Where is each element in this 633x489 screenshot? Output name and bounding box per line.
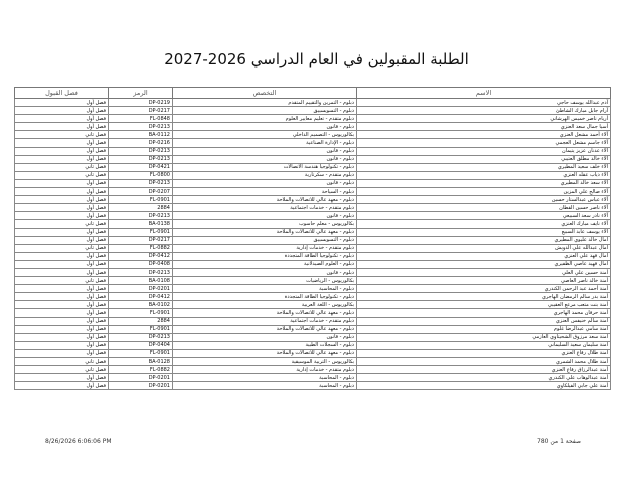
cell-name: أمنة سامي عبدالرضا غلوم: [357, 325, 611, 333]
cell-code: FL-0848: [109, 115, 173, 123]
cell-term: فصل أول: [15, 236, 109, 244]
table-row: [15, 317, 611, 325]
table-row: [15, 107, 611, 115]
cell-code: 2884: [109, 317, 173, 325]
cell-code: DP-0217: [109, 236, 173, 244]
table-row: [15, 236, 611, 244]
cell-term: فصل ثاني: [15, 171, 109, 179]
table-row: [15, 333, 611, 341]
table-header-row: [15, 88, 611, 99]
cell-name: آلاء نايف مبارك العنزي: [357, 220, 611, 228]
cell-major: بكالوريوس - اللغة العربية: [173, 301, 357, 309]
cell-major: بكالوريوس - التصميم الداخلي: [173, 131, 357, 139]
cell-major: دبلوم - قانون: [173, 333, 357, 341]
cell-term: فصل أول: [15, 382, 109, 390]
table-row: [15, 196, 611, 204]
cell-code: FL-0882: [109, 244, 173, 252]
cell-term: فصل أول: [15, 155, 109, 163]
cell-term: فصل ثاني: [15, 358, 109, 366]
cell-name: أمنة حرفان محمد الهاجري: [357, 309, 611, 317]
cell-term: فصل أول: [15, 301, 109, 309]
cell-term: فصل أول: [15, 252, 109, 260]
cell-code: DP-0213: [109, 123, 173, 131]
cell-major: دبلوم - السياحة: [173, 188, 357, 196]
cell-name: أمنة عبدالوهاب علي الكندري: [357, 374, 611, 382]
table-row: [15, 252, 611, 260]
cell-code: DP-0213: [109, 155, 173, 163]
cell-name: آمال خالد عليوي المطيري: [357, 236, 611, 244]
cell-name: أريام ناصر خميس الهرشاني: [357, 115, 611, 123]
table-row: [15, 123, 611, 131]
cell-code: BA-0102: [109, 301, 173, 309]
cell-major: دبلوم متقدم - خدمات اجتماعية: [173, 204, 357, 212]
cell-major: دبلوم - السجلات الطبية: [173, 341, 357, 349]
cell-major: بكالوريوس - الرياضيات: [173, 277, 357, 285]
footer-datetime: 8/26/2026 6:06:06 PM: [45, 438, 112, 445]
cell-major: دبلوم - تكنولوجيا هندسة الاتصالات: [173, 163, 357, 171]
cell-major: دبلوم متقدم - خدمات إدارية: [173, 366, 357, 374]
cell-code: DP-0404: [109, 341, 173, 349]
cell-major: دبلوم متقدم - خدمات اجتماعية: [173, 317, 357, 325]
cell-name: آرام جابل مبارك الشاطئ: [357, 107, 611, 115]
table-row: [15, 220, 611, 228]
cell-major: دبلوم - معهد عالي للاتصالات والملاحة: [173, 196, 357, 204]
cell-name: آمال عبدالله علي الدويش: [357, 244, 611, 252]
cell-name: آلاء سعد خالد المطيري: [357, 179, 611, 187]
cell-term: فصل ثاني: [15, 131, 109, 139]
cell-major: دبلوم - معهد عالي للاتصالات والملاحة: [173, 349, 357, 357]
cell-major: دبلوم - معهد عالي للاتصالات والملاحة: [173, 309, 357, 317]
cell-name: آدم عبدالله يوسف حاجي: [357, 99, 611, 107]
cell-code: BA-0138: [109, 220, 173, 228]
cell-major: بكالوريوس - معلم حاسوب: [173, 220, 357, 228]
cell-code: DP-0421: [109, 163, 173, 171]
page-title: الطلبة المقبولين في العام الدراسي 2026-2027: [164, 50, 469, 68]
table-row: [15, 358, 611, 366]
table-row: [15, 301, 611, 309]
cell-term: فصل أول: [15, 268, 109, 276]
cell-code: FL-0901: [109, 325, 173, 333]
cell-name: آلاء عباس عبدالستار حسين: [357, 196, 611, 204]
cell-term: فصل أول: [15, 179, 109, 187]
cell-name: آلاء نادر سعد السبيعي: [357, 212, 611, 220]
cell-code: FL-0901: [109, 309, 173, 317]
table-row: [15, 374, 611, 382]
admitted-students-table: [14, 87, 611, 390]
table-row: [15, 115, 611, 123]
cell-term: فصل أول: [15, 309, 109, 317]
cell-term: فصل أول: [15, 341, 109, 349]
cell-term: فصل ثاني: [15, 244, 109, 252]
cell-term: فصل ثاني: [15, 220, 109, 228]
table-row: [15, 139, 611, 147]
cell-term: فصل أول: [15, 333, 109, 341]
table-row: [15, 188, 611, 196]
cell-term: فصل أول: [15, 325, 109, 333]
cell-term: فصل أول: [15, 123, 109, 131]
cell-code: DP-0213: [109, 147, 173, 155]
table-row: [15, 325, 611, 333]
cell-name: آلاء جاسم مشعل العجمي: [357, 139, 611, 147]
header-name: الاسم: [357, 88, 611, 99]
cell-major: دبلوم - المحاسبة: [173, 382, 357, 390]
cell-term: فصل أول: [15, 188, 109, 196]
cell-name: أمنة طلال محمد الشمري: [357, 358, 611, 366]
cell-name: آلاء خالد مطلق العتيبي: [357, 155, 611, 163]
cell-major: دبلوم - تكنولوجيا الطاقة المتجددة: [173, 252, 357, 260]
cell-code: DP-0201: [109, 285, 173, 293]
cell-term: فصل أول: [15, 260, 109, 268]
cell-major: دبلوم - التمرين والتقييم المتقدم: [173, 99, 357, 107]
cell-term: فصل ثاني: [15, 163, 109, 171]
cell-name: أمنة سالم خنيفس العنزي: [357, 317, 611, 325]
table-row: [15, 155, 611, 163]
table-row: [15, 179, 611, 187]
cell-major: دبلوم - المحاسبة: [173, 374, 357, 382]
cell-name: أمنة أحمد عبد الرحمن الكندري: [357, 285, 611, 293]
table-row: [15, 147, 611, 155]
cell-term: فصل أول: [15, 147, 109, 155]
cell-term: فصل أول: [15, 139, 109, 147]
cell-name: أمنة طلال رفاع العنزي: [357, 349, 611, 357]
cell-major: دبلوم - معهد عالي للاتصالات والملاحة: [173, 325, 357, 333]
table-row: [15, 171, 611, 179]
cell-name: آمال فهيد عاصي الظفيري: [357, 260, 611, 268]
header-major: التخصص: [173, 88, 357, 99]
cell-major: دبلوم متقدم - سكرتارية: [173, 171, 357, 179]
table-row: [15, 244, 611, 252]
cell-name: آلاء عدنان عزيز يتيمان: [357, 147, 611, 155]
table-row: [15, 99, 611, 107]
cell-name: أمنة حسين علي العلي: [357, 268, 611, 276]
cell-code: BA-0112: [109, 131, 173, 139]
cell-code: BA-0128: [109, 358, 173, 366]
table-row: [15, 285, 611, 293]
cell-major: دبلوم - التسويسييق: [173, 236, 357, 244]
cell-major: دبلوم متقدم - خدمات إدارية: [173, 244, 357, 252]
cell-code: DP-0201: [109, 382, 173, 390]
table-row: [15, 309, 611, 317]
table-row: [15, 204, 611, 212]
cell-major: دبلوم - الإدارة الصناعية: [173, 139, 357, 147]
table-row: [15, 163, 611, 171]
table-row: [15, 268, 611, 276]
cell-code: FL-0901: [109, 349, 173, 357]
cell-term: فصل أول: [15, 285, 109, 293]
table-row: [15, 228, 611, 236]
table-row: [15, 349, 611, 357]
cell-term: فصل أول: [15, 115, 109, 123]
table-row: [15, 277, 611, 285]
cell-name: آلاء ذياب عقله العنزي: [357, 171, 611, 179]
cell-term: فصل أول: [15, 99, 109, 107]
cell-major: بكالوريوس - التربية الموسيقية: [173, 358, 357, 366]
cell-name: آلاء ناصر حسين القطان: [357, 204, 611, 212]
cell-code: DP-0213: [109, 268, 173, 276]
cell-term: فصل أول: [15, 293, 109, 301]
cell-major: دبلوم - قانون: [173, 123, 357, 131]
cell-name: آلاء صالح علي المزين: [357, 188, 611, 196]
cell-name: أمنة علي جابي الفيلكاوي: [357, 382, 611, 390]
cell-major: دبلوم - تكنولوجيا الطاقة المتجددة: [173, 293, 357, 301]
cell-term: فصل أول: [15, 212, 109, 220]
cell-name: أسيا جمال سعد العنزي: [357, 123, 611, 131]
table-row: [15, 260, 611, 268]
cell-name: أمنة بدر سالم الرمضان الهاجري: [357, 293, 611, 301]
cell-major: دبلوم متقدم - تعليم معايير العلوم: [173, 115, 357, 123]
cell-major: دبلوم - العلوم الصيدلانية: [173, 260, 357, 268]
cell-code: DP-0201: [109, 374, 173, 382]
cell-term: فصل أول: [15, 228, 109, 236]
table-row: [15, 293, 611, 301]
cell-term: فصل أول: [15, 196, 109, 204]
table-row: [15, 341, 611, 349]
cell-name: آلاء يوسف عابد السبيع: [357, 228, 611, 236]
header-code: الرمز: [109, 88, 173, 99]
cell-code: FL-0882: [109, 366, 173, 374]
cell-term: فصل ثاني: [15, 366, 109, 374]
cell-name: أمنة سليمان سعيد السليماني: [357, 341, 611, 349]
footer-page-number: صفحة 1 من 780: [537, 438, 582, 445]
cell-code: FL-0800: [109, 171, 173, 179]
cell-term: فصل ثاني: [15, 277, 109, 285]
cell-major: دبلوم - قانون: [173, 212, 357, 220]
cell-major: دبلوم - التسويسييق: [173, 107, 357, 115]
cell-major: دبلوم - قانون: [173, 179, 357, 187]
cell-major: دبلوم - المحاسبة: [173, 285, 357, 293]
cell-name: آلاء خلف سعيد المطيري: [357, 163, 611, 171]
header-term: فصل القبول: [15, 88, 109, 99]
cell-name: أمنة عبدالرزاق رفاع العنزي: [357, 366, 611, 374]
cell-name: آلاء أحمد مشعل العنزي: [357, 131, 611, 139]
cell-code: DP-0217: [109, 107, 173, 115]
table-row: [15, 212, 611, 220]
cell-major: دبلوم - معهد عالي للاتصالات والملاحة: [173, 228, 357, 236]
table-row: [15, 366, 611, 374]
cell-code: DP-0219: [109, 99, 173, 107]
cell-term: فصل أول: [15, 374, 109, 382]
cell-major: دبلوم - قانون: [173, 155, 357, 163]
cell-code: DP-0412: [109, 293, 173, 301]
cell-major: دبلوم - قانون: [173, 268, 357, 276]
cell-name: آمال فهد علي العنزي: [357, 252, 611, 260]
cell-code: DP-0213: [109, 179, 173, 187]
cell-code: DP-0216: [109, 139, 173, 147]
cell-code: DP-0408: [109, 260, 173, 268]
cell-code: DP-0213: [109, 212, 173, 220]
cell-code: 2884: [109, 204, 173, 212]
table-row: [15, 382, 611, 390]
table-row: [15, 131, 611, 139]
cell-major: دبلوم - قانون: [173, 147, 357, 155]
cell-code: DP-0213: [109, 333, 173, 341]
cell-code: FL-0901: [109, 228, 173, 236]
cell-code: DP-0207: [109, 188, 173, 196]
cell-term: فصل أول: [15, 349, 109, 357]
cell-code: BA-0108: [109, 277, 173, 285]
cell-term: فصل أول: [15, 107, 109, 115]
cell-name: أمنة بنت متعب مرعع العقيبي: [357, 301, 611, 309]
cell-code: DP-0412: [109, 252, 173, 260]
cell-name: أمنة سعد مرزوق الشحيتاوي العازمي: [357, 333, 611, 341]
cell-code: FL-0901: [109, 196, 173, 204]
cell-name: أمنة خالد ناصر العاصي: [357, 277, 611, 285]
cell-term: فصل أول: [15, 204, 109, 212]
cell-term: فصل أول: [15, 317, 109, 325]
